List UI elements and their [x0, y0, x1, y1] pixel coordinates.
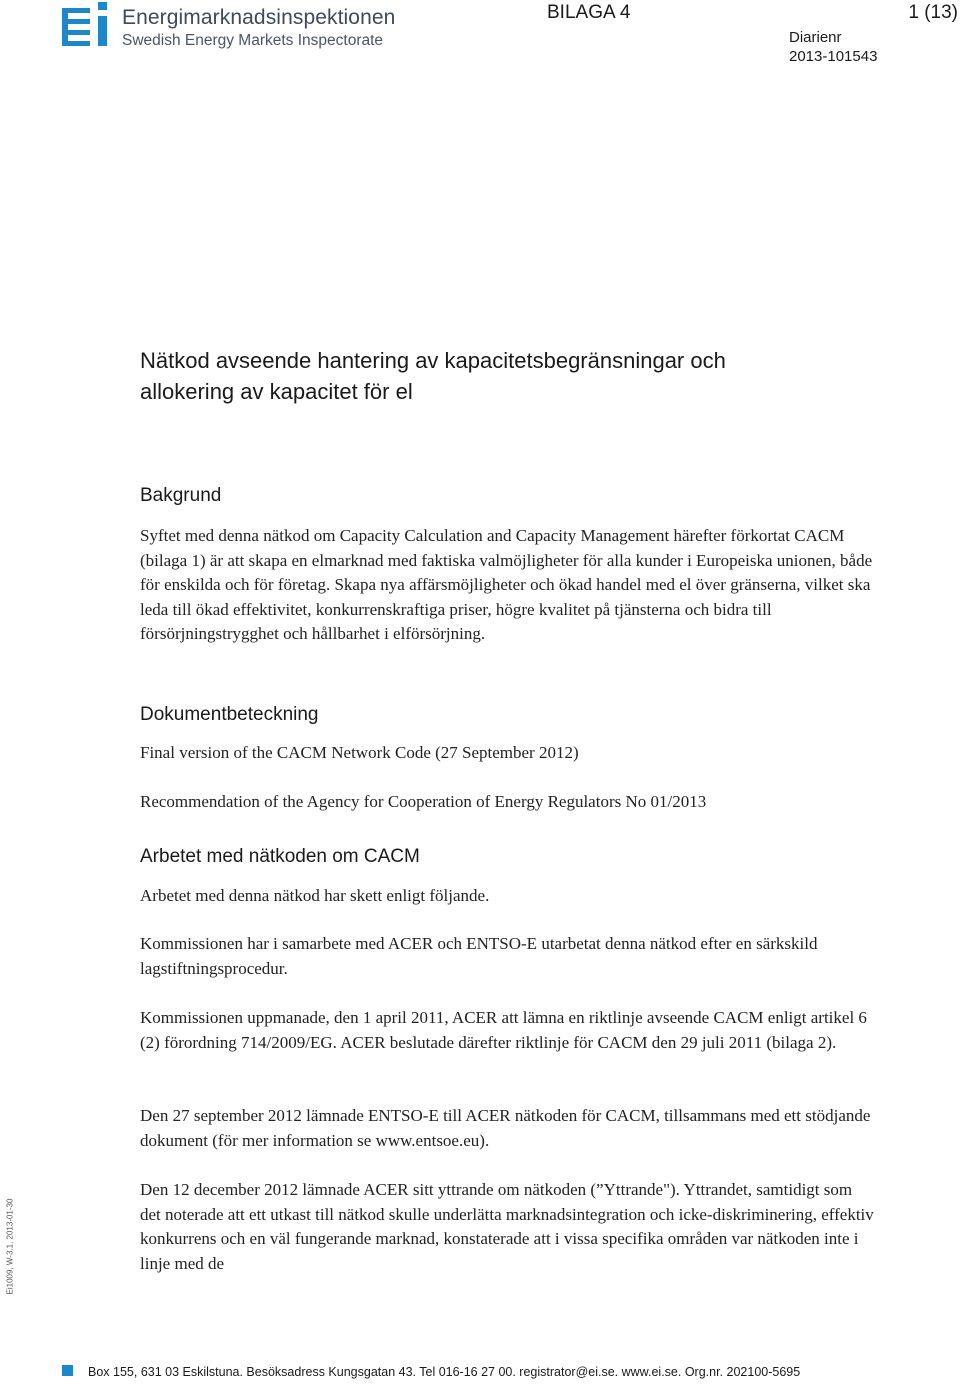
- page-title: [140, 345, 840, 407]
- diarienr-value: 2013-101543: [789, 48, 878, 65]
- title-line-1: Nätkod avseende hantering av kapacitetsbegränsningar och: [140, 348, 726, 373]
- logo-subtitle: Swedish Energy Markets Inspectorate: [122, 32, 384, 49]
- paragraph-dok-line-1: Final version of the CACM Network Code (27 September 2012): [140, 743, 579, 762]
- paragraph-arbetet-1: Arbetet med denna nätkod har skett enligt följande.: [140, 886, 490, 905]
- side-form-label: Ei1009, W-3.1, 2013-01-30: [5, 1198, 15, 1295]
- title-line-2: allokering av kapacitet för el: [140, 379, 413, 404]
- logo-name: Energimarknadsinspektionen: [122, 6, 396, 29]
- paragraph-arbetet-2: Kommissionen har i samarbete med ACER och ENTSO-E utarbetat denna nätkod efter en särkskild lagstiftningsprocedur.: [140, 934, 818, 978]
- heading-bakgrund: Bakgrund: [140, 485, 222, 506]
- footer-address: Box 155, 631 03 Eskilstuna. Besöksadress Kungsgatan 43. Tel 016-16 27 00. registrator@ei.se. www.ei.se. Org.nr. 202100-5695: [88, 1365, 801, 1379]
- paragraph-bakgrund: Syftet med denna nätkod om Capacity Calculation and Capacity Management härefter förkortat CACM (bilaga 1) är att skapa en elmarknad med faktiska valmöjligheter för alla kunder i Europeiska unionen, både för enskilda och för företag. Skapa nya affärsmöjligheter och ökad handel med el över gränserna, vilket ska leda till ökad effektivitet, konkurrenskraftiga priser, högre kvalitet på tjänsterna och bidra till försörjningstrygghet och hållbarhet i elförsörjning.: [140, 526, 873, 644]
- paragraph-arbetet-5: Den 12 december 2012 lämnade ACER sitt yttrande om nätkoden (”Yttrande"). Yttrandet, samtidigt som det noterade att ett utkast till nätkod skulle underlätta marknadsintegration och icke-diskriminering, effektiv konkurrens och en väl fungerande marknad, konstaterade att i vissa specifika områden var nätkoden inte i linje med de: [140, 1180, 874, 1273]
- diarienr-label: Diarienr: [789, 29, 842, 46]
- page-number: 1 (13): [908, 2, 958, 23]
- heading-dokumentbeteckning: Dokumentbeteckning: [140, 704, 319, 725]
- heading-arbetet: Arbetet med nätkoden om CACM: [140, 846, 420, 867]
- paragraph-dok-line-2: Recommendation of the Agency for Cooperation of Energy Regulators No 01/2013: [140, 792, 707, 811]
- bilaga-label: BILAGA 4: [547, 2, 631, 23]
- paragraph-arbetet-4: Den 27 september 2012 lämnade ENTSO-E till ACER nätkoden för CACM, tillsammans med ett stödjande dokument (för mer information se www.entsoe.eu).: [140, 1106, 871, 1150]
- ei-logo-icon: [62, 2, 112, 48]
- footer-square-icon: [62, 1365, 73, 1376]
- paragraph-arbetet-3: Kommissionen uppmanade, den 1 april 2011, ACER att lämna en riktlinje avseende CACM enligt artikel 6 (2) förordning 714/2009/EG. ACER beslutade därefter riktlinje för CACM den 29 juli 2011 (bilaga 2).: [140, 1008, 867, 1052]
